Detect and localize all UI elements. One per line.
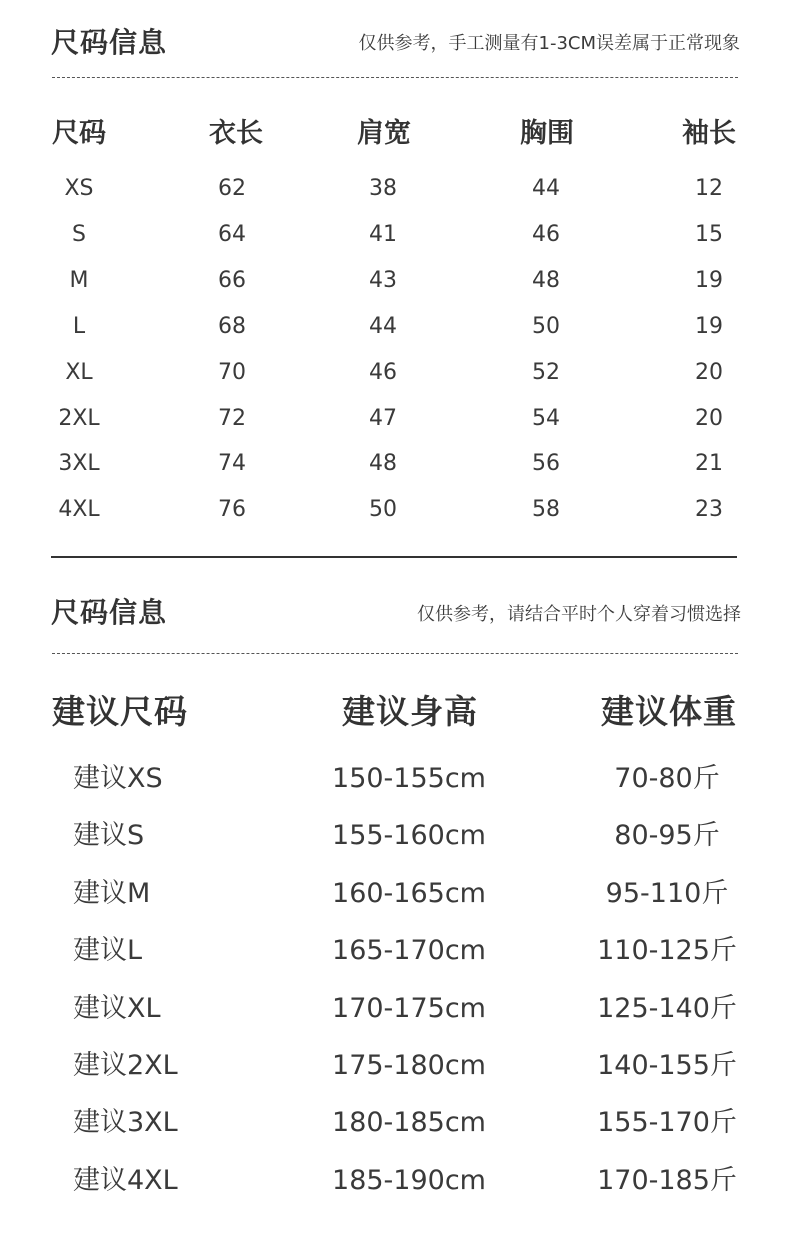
size-info-title: 尺码信息: [51, 26, 168, 59]
recommend-info-title: 尺码信息: [51, 596, 168, 629]
cell-sleeve: 23: [695, 497, 723, 523]
cell-suggested-height: 150-155cm: [332, 763, 486, 794]
cell-chest: 54: [532, 405, 560, 431]
cell-suggested-size: 建议XS: [73, 763, 163, 794]
cell-shoulder: 44: [369, 313, 397, 339]
cell-chest: 46: [532, 221, 560, 247]
cell-size: 2XL: [58, 405, 100, 431]
cell-chest: 56: [532, 451, 560, 477]
cell-sleeve: 20: [695, 359, 723, 385]
cell-suggested-weight: 110-125斤: [597, 935, 737, 967]
cell-suggested-height: 155-160cm: [332, 820, 486, 852]
cell-length: 76: [218, 497, 246, 523]
cell-chest: 44: [532, 176, 560, 201]
recommend-info-dashed-divider: [52, 653, 738, 654]
cell-shoulder: 47: [369, 405, 397, 431]
cell-suggested-weight: 80-95斤: [614, 820, 720, 852]
cell-suggested-weight: 95-110斤: [605, 877, 729, 909]
cell-suggested-height: 170-175cm: [332, 992, 486, 1024]
header-suggested-size: 建议尺码: [52, 692, 188, 731]
cell-suggested-size: 建议L: [73, 935, 143, 967]
cell-size: XS: [64, 176, 94, 201]
header-sleeve: 袖长: [682, 118, 736, 149]
cell-suggested-height: 165-170cm: [332, 935, 486, 967]
cell-size: S: [72, 221, 86, 247]
cell-suggested-height: 185-190cm: [332, 1164, 486, 1196]
cell-sleeve: 15: [695, 221, 723, 247]
cell-suggested-weight: 125-140斤: [597, 992, 737, 1024]
cell-sleeve: 19: [695, 267, 723, 293]
cell-suggested-weight: 140-155斤: [597, 1050, 737, 1081]
cell-suggested-weight: 170-185斤: [597, 1164, 737, 1196]
cell-size: 4XL: [58, 497, 100, 523]
cell-length: 72: [218, 405, 246, 431]
cell-length: 74: [218, 451, 246, 477]
cell-length: 64: [218, 221, 246, 247]
cell-length: 66: [218, 267, 246, 293]
cell-size: 3XL: [58, 451, 100, 477]
cell-suggested-size: 建议4XL: [73, 1164, 178, 1196]
header-suggested-height: 建议身高: [342, 692, 478, 731]
cell-length: 70: [218, 359, 246, 385]
cell-suggested-height: 160-165cm: [332, 877, 486, 909]
cell-shoulder: 41: [369, 221, 397, 247]
cell-suggested-size: 建议2XL: [73, 1050, 178, 1081]
cell-sleeve: 19: [695, 313, 723, 339]
cell-size: L: [72, 313, 86, 339]
cell-shoulder: 50: [369, 497, 397, 523]
cell-suggested-size: 建议XL: [73, 992, 161, 1024]
recommend-info-note: 仅供参考，请结合平时个人穿着习惯选择: [417, 604, 741, 625]
header-shoulder: 肩宽: [357, 118, 411, 149]
header-size: 尺码: [52, 118, 106, 149]
cell-chest: 52: [532, 359, 560, 385]
cell-shoulder: 48: [369, 451, 397, 477]
cell-chest: 50: [532, 313, 560, 339]
header-chest: 胸围: [520, 118, 574, 149]
cell-chest: 58: [532, 497, 560, 523]
cell-sleeve: 21: [695, 451, 723, 477]
cell-suggested-height: 180-185cm: [332, 1107, 486, 1139]
cell-suggested-size: 建议M: [73, 877, 151, 909]
cell-suggested-weight: 70-80斤: [614, 763, 720, 794]
cell-shoulder: 38: [369, 176, 397, 201]
cell-size: XL: [65, 359, 93, 385]
cell-suggested-size: 建议3XL: [73, 1107, 178, 1139]
cell-suggested-weight: 155-170斤: [597, 1107, 737, 1139]
cell-chest: 48: [532, 267, 560, 293]
cell-length: 68: [218, 313, 246, 339]
cell-sleeve: 12: [695, 176, 723, 201]
cell-suggested-height: 175-180cm: [332, 1050, 486, 1081]
cell-suggested-size: 建议S: [73, 820, 145, 852]
size-info-note: 仅供参考，手工测量有1-3CM误差属于正常现象: [358, 33, 740, 54]
cell-sleeve: 20: [695, 405, 723, 431]
header-length: 衣长: [209, 118, 263, 149]
cell-shoulder: 43: [369, 267, 397, 293]
cell-length: 62: [218, 176, 246, 201]
cell-shoulder: 46: [369, 359, 397, 385]
cell-size: M: [69, 267, 89, 293]
header-suggested-weight: 建议体重: [601, 692, 737, 731]
